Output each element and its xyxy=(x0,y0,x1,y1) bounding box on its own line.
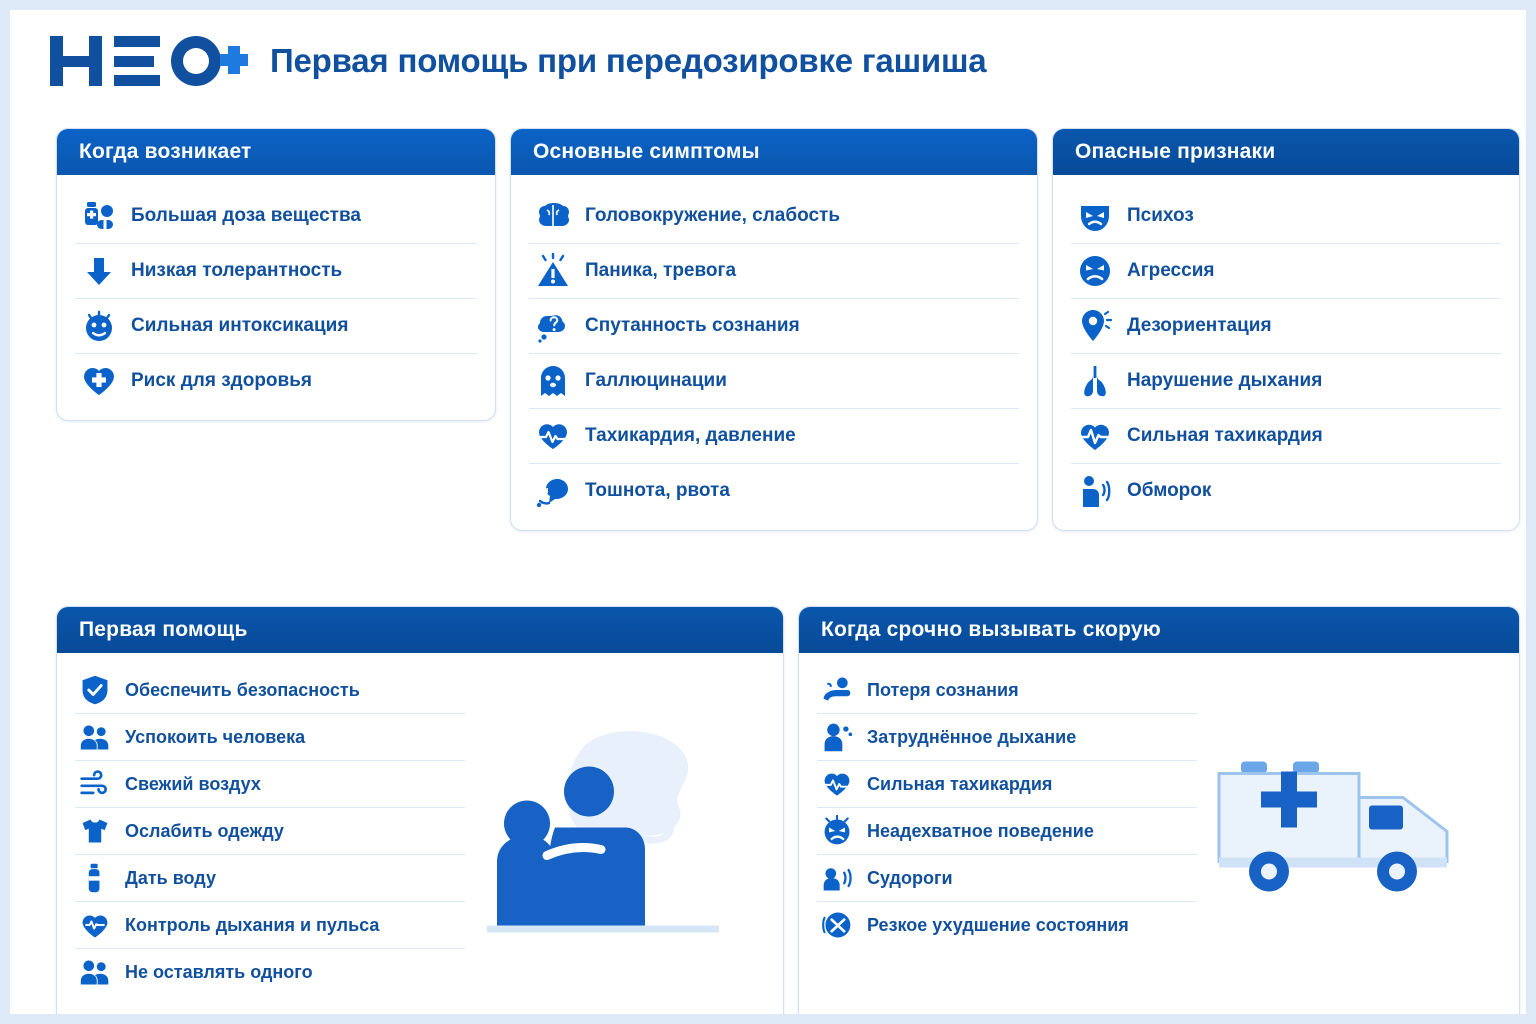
list-item-label: Потеря сознания xyxy=(867,679,1019,700)
list-item xyxy=(75,902,465,949)
list-item-label: Сильная интоксикация xyxy=(131,315,349,337)
list-item-label: Обморок xyxy=(1127,480,1212,502)
list-item xyxy=(75,354,477,408)
list-item-label: Низкая толерантность xyxy=(131,260,343,282)
card-first-aid-body xyxy=(57,653,783,1021)
card-emergency-title: Когда срочно вызывать скорую xyxy=(799,607,1519,653)
page-title: Первая помощь при передозировке гашиша xyxy=(270,42,987,79)
list-item-label: Судороги xyxy=(867,867,953,888)
list-item-label: Дезориентация xyxy=(1127,315,1272,337)
seizure-person-icon xyxy=(819,860,855,896)
list-item-label: Свежий воздух xyxy=(125,773,261,794)
list-item xyxy=(75,667,465,714)
list-item-label: Успокоить человека xyxy=(125,726,306,747)
card-when xyxy=(56,128,496,421)
card-symptoms-title: Основные симптомы xyxy=(511,129,1037,175)
two-people-icon xyxy=(77,719,113,755)
list-item-label: Тахикардия, давление xyxy=(585,425,796,447)
list-item-label: Спутанность сознания xyxy=(585,315,800,337)
list-item-label: Головокружение, слабость xyxy=(585,205,840,227)
list-item xyxy=(529,244,1019,299)
breathing-difficulty-icon xyxy=(819,719,855,755)
list-item-label: Паника, тревога xyxy=(585,260,737,282)
list-item xyxy=(75,714,465,761)
list-item xyxy=(529,299,1019,354)
list-item-label: Большая доза вещества xyxy=(131,205,361,227)
list-item xyxy=(75,244,477,299)
list-item xyxy=(817,808,1197,855)
list-item-label: Контроль дыхания и пульса xyxy=(125,914,380,935)
list-item xyxy=(817,667,1197,714)
list-item-label: Не оставлять одного xyxy=(125,961,313,982)
list-item-label: Сильная тахикардия xyxy=(867,773,1053,794)
heart-monitor-icon xyxy=(77,907,113,943)
list-item-label: Неадехватное поведение xyxy=(867,820,1094,841)
list-item-label: Галлюцинации xyxy=(585,370,727,392)
list-item xyxy=(1071,244,1501,299)
first-aid-list xyxy=(75,667,465,995)
list-item-label: Затруднённое дыхание xyxy=(867,726,1077,747)
bottle-pills-icon xyxy=(79,196,119,236)
tshirt-icon xyxy=(77,813,113,849)
poster-inner xyxy=(20,20,1516,1004)
danger-list xyxy=(1071,189,1501,518)
heart-ecg-icon xyxy=(1075,416,1115,456)
card-when-body xyxy=(57,175,495,420)
water-bottle-icon xyxy=(77,860,113,896)
list-item xyxy=(75,808,465,855)
angry-face-icon xyxy=(819,813,855,849)
list-item-label: Нарушение дыхания xyxy=(1127,370,1323,392)
poster-header xyxy=(48,30,986,92)
card-emergency xyxy=(798,606,1520,1024)
list-item xyxy=(529,464,1019,518)
card-when-title: Когда возникает xyxy=(57,129,495,175)
angry-mask-icon xyxy=(1075,196,1115,236)
symptoms-list xyxy=(529,189,1019,518)
list-item-label: Обеспечить безопасность xyxy=(125,679,360,700)
fainting-person-icon xyxy=(1075,471,1115,511)
heart-cross-icon xyxy=(79,361,119,401)
location-pin-head-icon xyxy=(1075,306,1115,346)
list-item xyxy=(1071,464,1501,518)
card-danger-body xyxy=(1053,175,1519,530)
list-item-label: Резкое ухудшение состояния xyxy=(867,914,1129,935)
list-item xyxy=(1071,354,1501,409)
list-item-label: Дать воду xyxy=(125,867,216,888)
list-item xyxy=(529,409,1019,464)
arrow-down-icon xyxy=(79,251,119,291)
shield-check-icon xyxy=(77,672,113,708)
list-item-label: Тошнота, рвота xyxy=(585,480,730,502)
list-item xyxy=(529,354,1019,409)
when-list xyxy=(75,189,477,408)
heart-pulse-icon xyxy=(533,416,573,456)
list-item xyxy=(75,761,465,808)
list-item xyxy=(75,855,465,902)
decline-circle-icon xyxy=(819,907,855,943)
ghost-icon xyxy=(533,361,573,401)
list-item xyxy=(529,189,1019,244)
list-item xyxy=(1071,189,1501,244)
unconscious-person-icon xyxy=(819,672,855,708)
card-first-aid-title: Первая помощь xyxy=(57,607,783,653)
list-item xyxy=(1071,299,1501,354)
brain-icon xyxy=(533,196,573,236)
list-item-label: Агрессия xyxy=(1127,260,1215,282)
card-danger-title: Опасные признаки xyxy=(1053,129,1519,175)
card-first-aid xyxy=(56,606,784,1024)
dizzy-face-icon xyxy=(79,306,119,346)
thought-cloud-question-icon xyxy=(533,306,573,346)
card-symptoms xyxy=(510,128,1038,531)
card-emergency-body xyxy=(799,653,1519,1021)
list-item xyxy=(75,949,465,995)
list-item xyxy=(817,902,1197,948)
angry-face-icon xyxy=(1075,251,1115,291)
list-item xyxy=(817,761,1197,808)
two-people-comforting-illustration xyxy=(443,720,743,955)
list-item-label: Психоз xyxy=(1127,205,1194,227)
list-item xyxy=(817,855,1197,902)
list-item-label: Ослабить одежду xyxy=(125,820,284,841)
card-danger xyxy=(1052,128,1520,531)
list-item xyxy=(817,714,1197,761)
list-item xyxy=(75,189,477,244)
list-item-label: Риск для здоровья xyxy=(131,370,312,392)
neo-plus-logo xyxy=(48,30,248,92)
ambulance-illustration xyxy=(1201,740,1501,935)
emergency-list xyxy=(817,667,1197,948)
lungs-icon xyxy=(1075,361,1115,401)
vomiting-icon xyxy=(533,471,573,511)
card-symptoms-body xyxy=(511,175,1037,530)
heart-pulse-icon xyxy=(819,766,855,802)
list-item-label: Сильная тахикардия xyxy=(1127,425,1323,447)
wind-icon xyxy=(77,766,113,802)
list-item xyxy=(1071,409,1501,464)
list-item xyxy=(75,299,477,354)
warning-triangle-icon xyxy=(533,251,573,291)
two-people-icon xyxy=(77,954,113,990)
